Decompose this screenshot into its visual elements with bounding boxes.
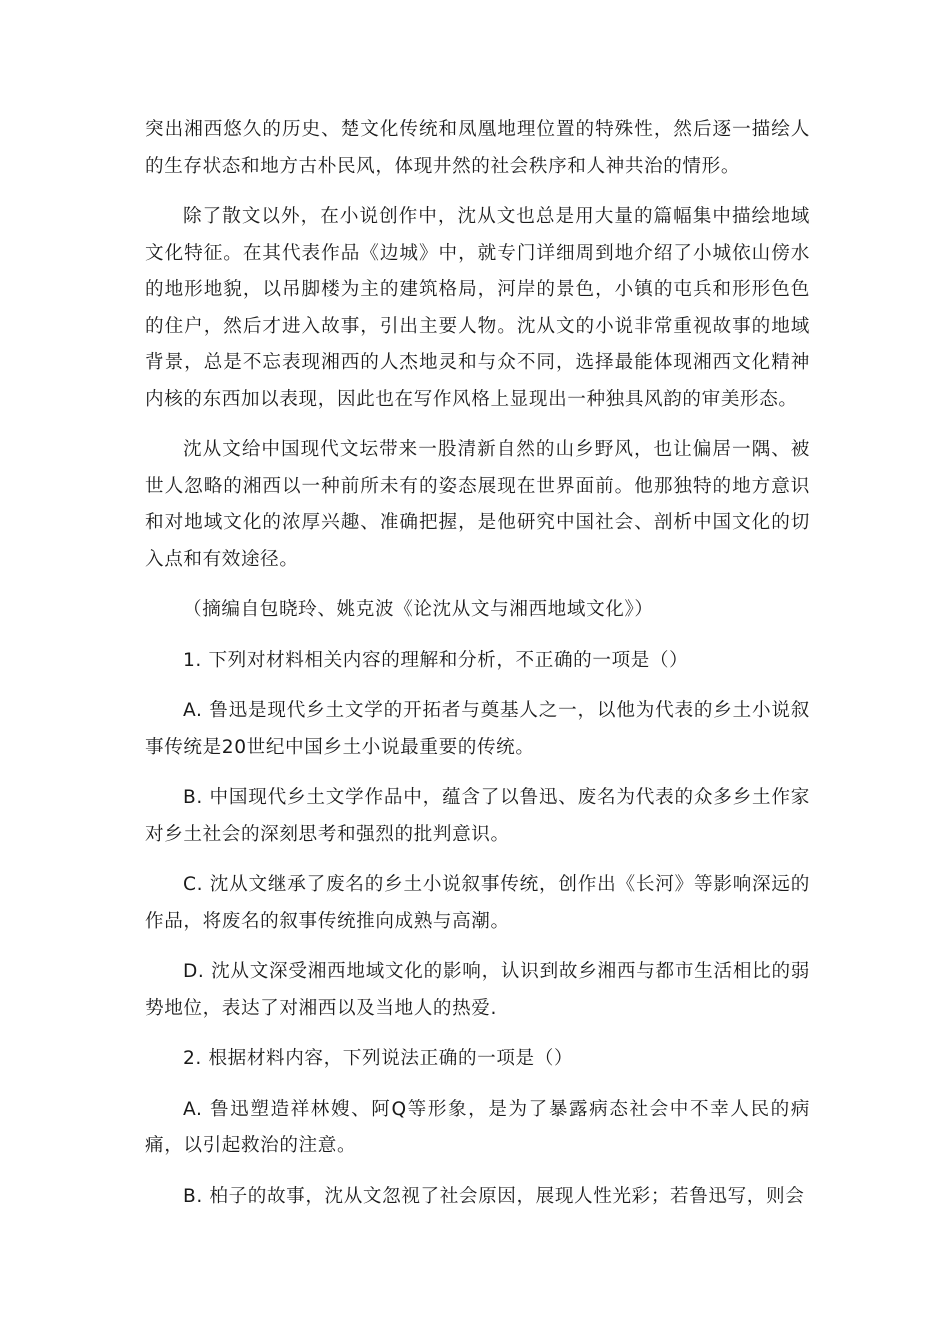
paragraph-shen-congwen-contribution: 沈从文给中国现代文坛带来一股清新自然的山乡野风，也让偏居一隅、被世人忽略的湘西以一种前所未有的姿态展现在世界面前。他那独特的地方意识和对地域文化的浓厚兴趣、准确把握，是他研究中国社会、剖析中国文化的切入点和有效途径。: [145, 439, 810, 570]
paragraph-continuation: 突出湘西悠久的历史、楚文化传统和凤凰地理位置的特殊性，然后逐一描绘人的生存状态和地方古朴民风，体现井然的社会秩序和人神共治的情形。: [145, 119, 810, 177]
question-1-stem: 1. 下列对材料相关内容的理解和分析，不正确的一项是（）: [183, 649, 689, 671]
question-1-option-d: D. 沈从文深受湘西地域文化的影响，认识到故乡湘西与都市生活相比的弱势地位，表达了对湘西以及当地人的热爱.: [145, 961, 810, 1019]
question-1-option-b: B. 中国现代乡土文学作品中，蕴含了以鲁迅、废名为代表的众多乡土作家对乡土社会的深刻思考和强烈的批判意识。: [145, 787, 810, 845]
question-2-stem: 2. 根据材料内容，下列说法正确的一项是（）: [183, 1048, 574, 1069]
question-1-option-c: C. 沈从文继承了废名的乡土小说叙事传统，创作出《长河》等影响深远的作品，将废名的叙事传统推向成熟与高潮。: [145, 874, 810, 932]
question-2-option-a: A. 鲁迅塑造祥林嫂、阿Q等形象，是为了暴露病态社会中不幸人民的病痛，以引起救治的注意。: [145, 1098, 810, 1156]
source-citation: （摘编自包晓玲、姚克波《论沈从文与湘西地域文化》）: [183, 599, 654, 620]
question-1-option-a: A. 鲁迅是现代乡土文学的开拓者与奠基人之一，以他为代表的乡土小说叙事传统是20世纪中国乡土小说最重要的传统。: [145, 700, 810, 758]
document-body: [145, 112, 810, 1215]
paragraph-novel-features: 除了散文以外，在小说创作中，沈从文也总是用大量的篇幅集中描绘地域文化特征。在其代表作品《边城》中，就专门详细周到地介绍了小城依山傍水的地形地貌，以吊脚楼为主的建筑格局，河岸的景色，小镇的屯兵和形形色色的住户，然后才进入故事，引出主要人物。沈从文的小说非常重视故事的地域背景，总是不忘表现湘西的人杰地灵和与众不同，选择最能体现湘西文化精神内核的东西加以表现，因此也在写作风格上显现出一种独具风韵的审美形态。: [145, 206, 810, 410]
question-2-option-b: B. 柏子的故事，沈从文忽视了社会原因，展现人性光彩；若鲁迅写，则会: [183, 1185, 805, 1207]
